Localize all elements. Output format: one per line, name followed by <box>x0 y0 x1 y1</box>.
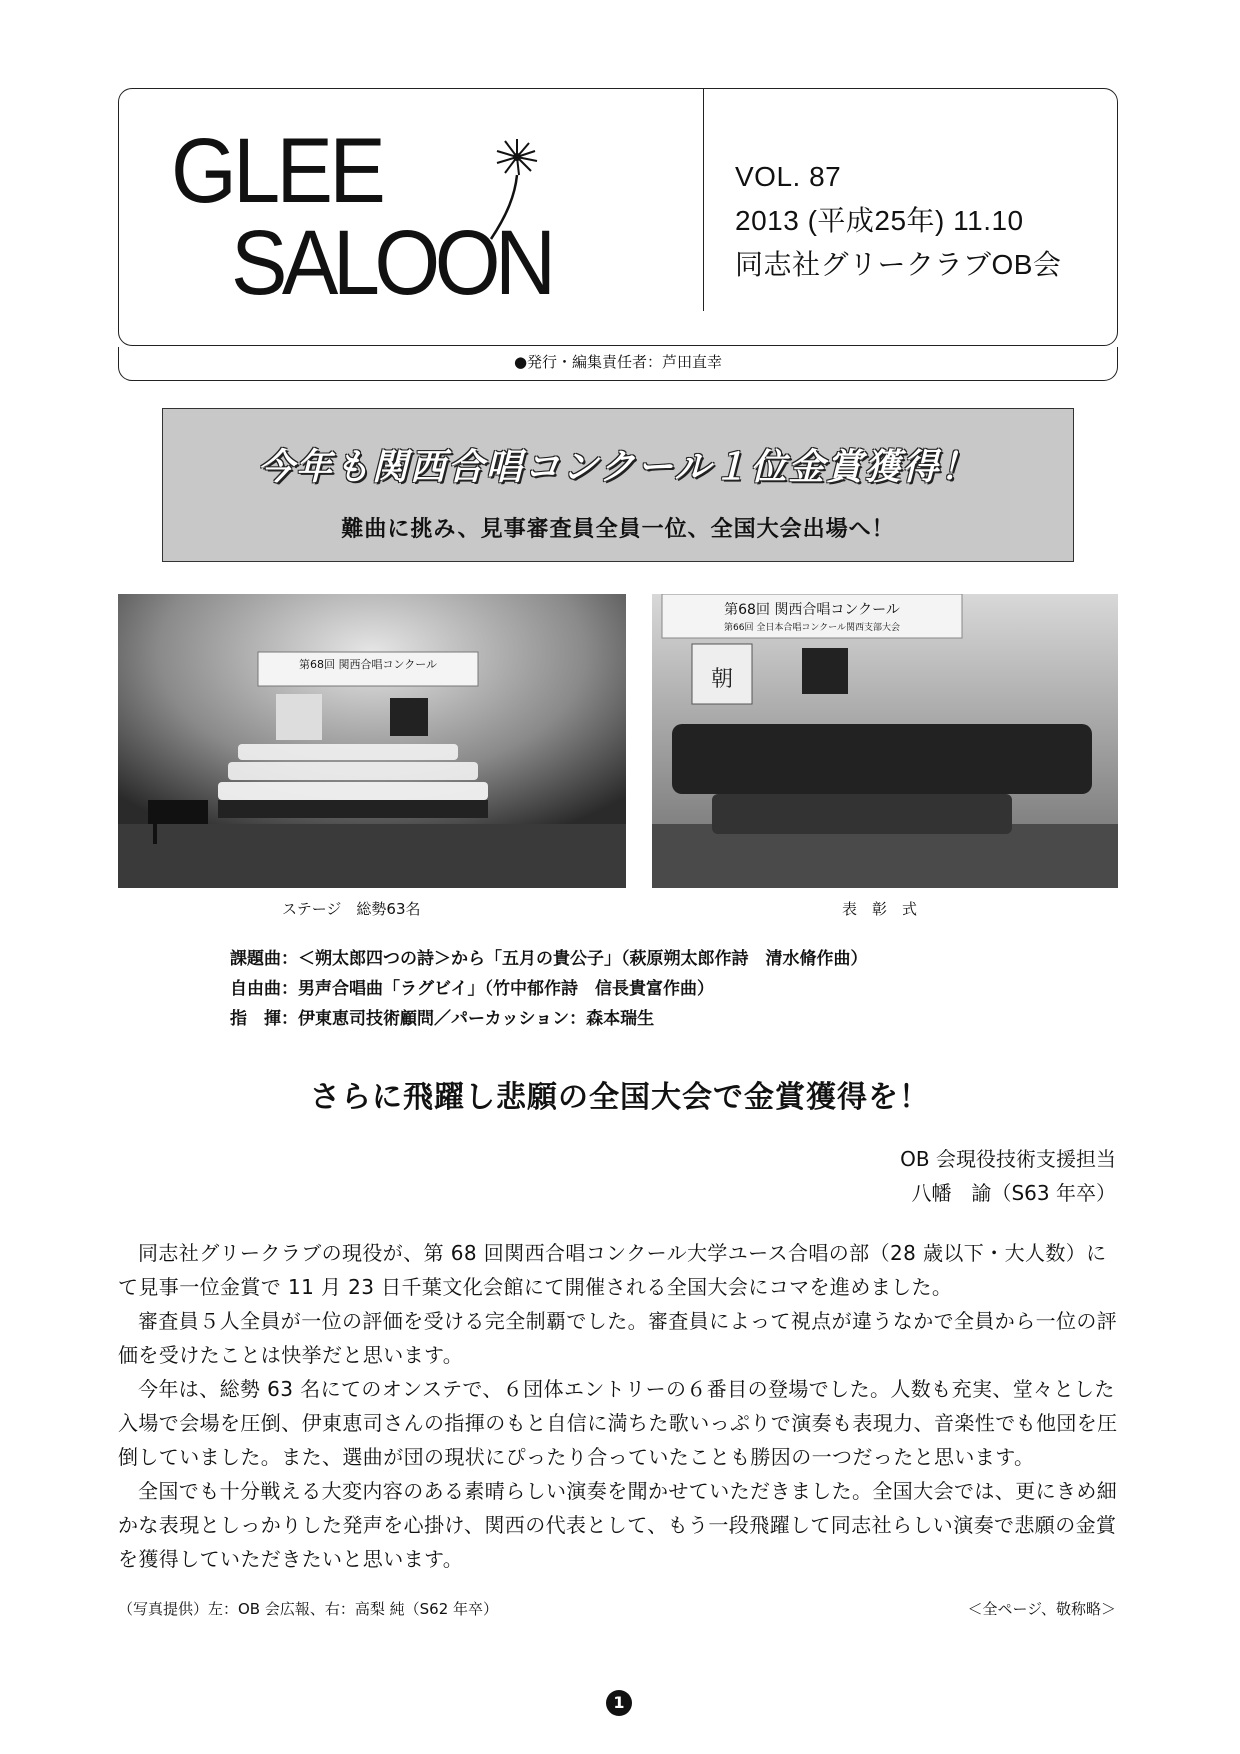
logo-line2: SALOON <box>231 212 551 314</box>
stage-caption: ステージ 総勢63名 <box>282 900 421 918</box>
program-conductor: 指 揮：伊東恵司技術顧問／パーカッション：森本瑞生 <box>230 1009 655 1029</box>
flag-char: 朝 <box>710 667 734 692</box>
program-set-piece: 課題曲：＜朔太郎四つの詩＞から「五月の貴公子」（萩原朔太郎作詩 清水脩作曲） <box>230 949 868 969</box>
author-role: OB 会現役技術支援担当 <box>900 1147 1116 1171</box>
paragraph: 今年は、総勢 63 名にてのオンステで、６団体エントリーの６番目の登場でした。人数も充実、堂々とした入場で会場を圧倒、伊東恵司さんの指揮のもと自信に満ちた歌いっぷりで演奏も表現力、音楽性でも他団を圧倒していました。また、選曲が団の現状にぴったり合っていたことも勝因の一つだったと思います。 <box>118 1377 1118 1469</box>
award-banner-line2: 第66回 全日本合唱コンクール関西支部大会 <box>724 623 900 633</box>
issue-info <box>735 155 1061 287</box>
headline-main: 今年も関西合唱コンクール１位金賞獲得！ <box>257 446 979 488</box>
issue-date: 2013 (平成25年) 11.10 <box>735 205 1024 236</box>
article-title: さらに飛躍し悲願の全国大会で金賞獲得を！ <box>310 1080 930 1115</box>
program-free-piece: 自由曲：男声合唱曲「ラグビイ」（竹中郁作詩 信長貴富作曲） <box>230 979 714 999</box>
paragraph: 審査員５人全員が一位の評価を受ける完全制覇でした。審査員によって視点が違うなかで全員から一位の評価を受けたことは快挙だと思います。 <box>118 1309 1118 1367</box>
article-body <box>118 1236 1118 1576</box>
choir-rows <box>218 744 488 800</box>
glee-saloon-logo <box>171 120 611 315</box>
award-caption: 表 彰 式 <box>842 900 918 918</box>
page-number: 1 <box>606 1690 632 1716</box>
stage-photo <box>118 594 626 888</box>
honorific-note: ＜全ページ、敬称略＞ <box>967 1600 1116 1618</box>
volume: VOL. 87 <box>735 161 842 192</box>
article-author <box>900 1142 1116 1210</box>
program-info <box>230 944 868 1034</box>
flower-icon <box>487 135 547 245</box>
paragraph: 同志社グリークラブの現役が、第 68 回関西合唱コンクール大学ユース合唱の部（28 歳以下・大人数）にて見事一位金賞で 11 月 23 日千葉文化会館にて開催される全国大会にコマを進めました。 <box>118 1241 1107 1299</box>
photo-credit: （写真提供）左：OB 会広報、右：高梨 純（S62 年卒） <box>118 1600 499 1618</box>
organization: 同志社グリークラブOB会 <box>735 249 1062 280</box>
logo-line1: GLEE <box>171 120 383 222</box>
headline-box <box>162 408 1074 562</box>
headline-sub: 難曲に挑み、見事審査員全員一位、全国大会出場へ！ <box>341 517 895 542</box>
publisher-line: ●発行・編集責任者：芦田直幸 <box>118 347 1118 381</box>
award-banner-line1: 第68回 関西合唱コンクール <box>724 602 900 618</box>
stage-banner-text: 第68回 関西合唱コンクール <box>298 658 438 671</box>
award-photo <box>652 594 1118 888</box>
paragraph: 全国でも十分戦える大変内容のある素晴らしい演奏を聞かせていただきました。全国大会では、更にきめ細かな表現としっかりした発声を心掛け、関西の代表として、もう一段飛躍して同志社らしい演奏で悲願の金賞を獲得していただきたいと思います。 <box>118 1479 1118 1571</box>
masthead <box>118 88 1118 346</box>
author-name: 八幡 諭（S63 年卒） <box>911 1181 1116 1205</box>
masthead-divider <box>703 89 704 311</box>
